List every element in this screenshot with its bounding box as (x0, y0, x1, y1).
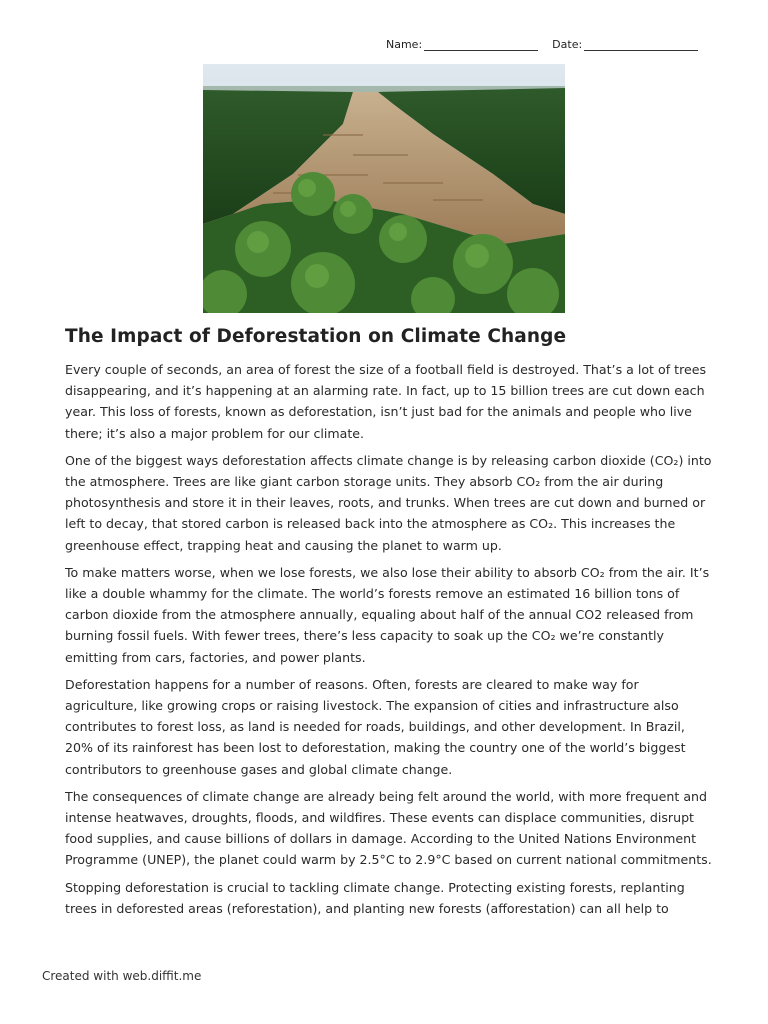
photo-illustration (203, 64, 565, 313)
date-blank-line[interactable] (584, 41, 698, 51)
paragraph: One of the biggest ways deforestation affects climate change is by releasing carbon dioxide (CO₂) into the atmosphere. Trees are like giant carbon storage units. They absorb CO₂ from the air during photosynthesis and store it in their leaves, roots, and trunks. When trees are cut down and burned or left to decay, that stored carbon is released back into the atmosphere as CO₂. This increases the greenhouse effect, trapping heat and causing the planet to warm up. (65, 452, 712, 553)
paragraph: The consequences of climate change are already being felt around the world, with more frequent and intense heatwaves, droughts, floods, and wildfires. These events can displace communities, disrupt food supplies, and cause billions of dollars in damage. According to the United Nations Environment Programme (UNEP), the planet could warm by 2.5°C to 2.9°C based on current national commitments. (65, 788, 712, 868)
article-title: The Impact of Deforestation on Climate Change (65, 326, 567, 347)
date-label: Date: (552, 38, 583, 51)
paragraph: To make matters worse, when we lose forests, we also lose their ability to absorb CO₂ from the air. It’s like a double whammy for the climate. The world’s forests remove an estimated 16 billion tons of carbon dioxide from the atmosphere annually, equaling about half of the annual CO2 released from burning fossil fuels. With fewer trees, there’s less capacity to soak up the CO₂ we’re constantly emitting from cars, factories, and power plants. (65, 564, 710, 665)
name-field[interactable] (386, 38, 538, 51)
student-info-fields (386, 38, 716, 51)
name-label: Name: (386, 38, 423, 51)
footer-credit: Created with web.diffit.me (42, 969, 202, 983)
paragraph: Every couple of seconds, an area of forest the size of a football field is destroyed. That’s a lot of trees disappearing, and it’s happening at an alarming rate. In fact, up to 15 billion trees are cut down each year. This loss of forests, known as deforestation, isn’t just bad for the animals and people who live there; it’s also a major problem for our climate. (65, 362, 707, 441)
paragraph: Deforestation happens for a number of reasons. Often, forests are cleared to make way for agriculture, like growing crops or raising livestock. The expansion of cities and infrastructure also contributes to forest loss, as land is needed for roads, buildings, and other development. In Brazil, 20% of its rainforest has been lost to deforestation, making the country one of the world’s biggest contributors to greenhouse gases and global climate change. (65, 676, 686, 777)
paragraph: Stopping deforestation is crucial to tackling climate change. Protecting existing forests, replanting trees in deforested areas (reforestation), and planting new forests (afforestation) can all help to (65, 879, 685, 916)
deforestation-aerial-photo (203, 64, 565, 313)
article-body (65, 359, 715, 925)
date-field[interactable] (552, 38, 698, 51)
name-blank-line[interactable] (424, 41, 538, 51)
